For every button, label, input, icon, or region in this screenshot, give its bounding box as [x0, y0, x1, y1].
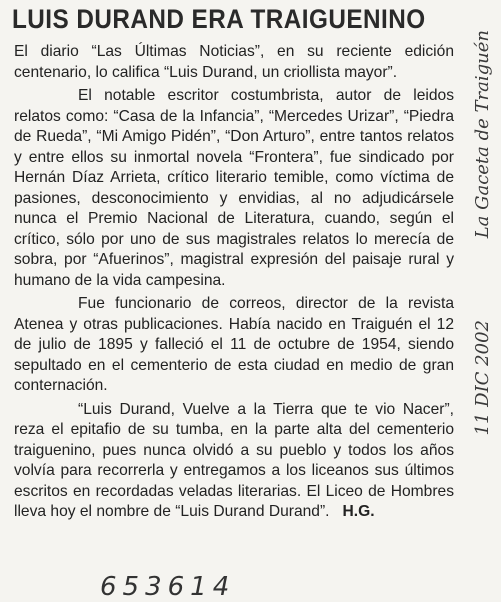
author-signature: H.G.: [342, 503, 375, 520]
paragraph-2: El notable escritor costumbrista, autor de leidos relatos como: “Casa de la Infancia”, “Mercedes Urizar”, “Piedra de Rueda”, “Mi Amigo Pidén”, “Don Arturo”, entre tantos relatos y entre ellos su inmortal novela “Frontera”, fue sindicado por Hernán Díaz Arrieta, crítico literario temible, como víctima de pasiones, desconocimiento y envidias, al no adjudicársele nunca el Premio Nacional de Literatura, cuando, según el crítico, sólo por uno de sus magistrales relatos lo merecía de sobra, por “Afuerinos”, magistral expresión del paisaje rural y humano de la vida campesina.: [14, 87, 454, 289]
handwritten-date: 11 DIC 2002: [472, 320, 493, 436]
handwritten-archive-number: 653614: [100, 572, 236, 602]
paragraph-4-text: “Luis Durand, Vuelve a la Tierra que te vio Nacer”, reza el epitafio de su tumba, en la parte alta del cementerio traiguenino, pues nunca olvidó a su pueblo y todos los años volvía para recorrerla y entregamos a los liceanos sus últimos escritos en recordadas veladas literarias. El Liceo de Hombres lleva hoy el nombre de “Luis Durand Durand”.: [14, 400, 454, 520]
paragraph-3: Fue funcionario de correos, director de la revista Atenea y otras publicaciones. Había nacido en Traiguén el 12 de julio de 1895 y falleció el 11 de octubre de 1954, siendo sepultado en el cementerio de esta ciudad en medio de gran conternación.: [14, 295, 454, 394]
paragraph-1: El diario “Las Últimas Noticias”, en su reciente edición centenario, lo califica “Luis Durand, un criollista mayor”.: [14, 43, 454, 81]
paragraph-4: [14, 400, 454, 523]
article-headline: LUIS DURAND ERA TRAIGUENINO: [12, 4, 426, 34]
handwritten-margin-note: [470, 20, 496, 600]
article-body: [14, 42, 454, 526]
handwritten-source: La Gaceta de Traiguén: [472, 30, 493, 239]
